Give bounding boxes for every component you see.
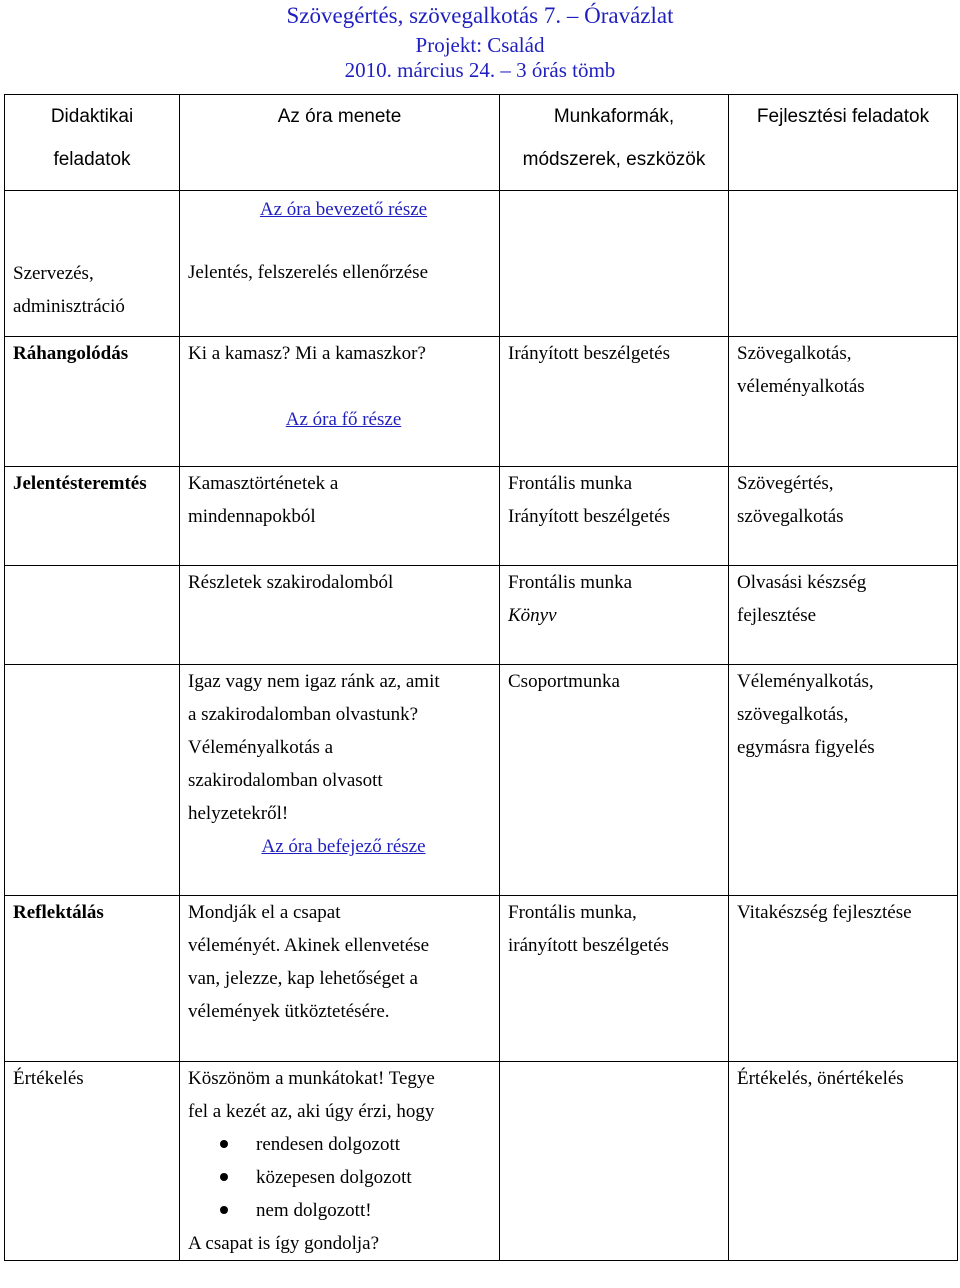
step-text: Jelentés, felszerelés ellenőrzése	[188, 262, 429, 283]
step-text: vélemények ütköztetésére.	[188, 1001, 390, 1022]
step-cell	[180, 665, 500, 896]
development-text: véleményalkotás	[737, 376, 865, 397]
column-header-didactic	[5, 95, 180, 191]
column-header-text: Fejlesztési feladatok	[756, 106, 930, 127]
list-item: nem dolgozott!	[256, 1194, 499, 1227]
development-text: Szövegértés,	[737, 473, 834, 494]
step-cell	[180, 566, 500, 665]
development-text: egymásra figyelés	[737, 737, 875, 758]
development-cell	[729, 566, 958, 665]
bullet-list	[188, 1128, 499, 1227]
step-text: Részletek szakirodalomból	[188, 572, 394, 593]
step-text: helyzetekről!	[188, 803, 289, 824]
method-text: irányított beszélgetés	[508, 935, 669, 956]
step-cell	[180, 896, 500, 1062]
method-text: Csoportmunka	[508, 671, 620, 692]
column-header-lesson-flow	[180, 95, 500, 191]
step-cell	[180, 191, 500, 337]
task-cell	[5, 337, 180, 467]
method-cell	[500, 337, 729, 467]
development-cell	[729, 191, 958, 337]
table-row	[5, 191, 958, 337]
development-text: fejlesztése	[737, 605, 817, 626]
list-item: rendesen dolgozott	[256, 1128, 499, 1161]
project-name: Projekt: Család	[415, 33, 545, 57]
development-cell	[729, 337, 958, 467]
task-text: Szervezés,	[13, 263, 94, 284]
development-text: szövegalkotás,	[737, 704, 849, 725]
method-cell	[500, 467, 729, 566]
task-cell	[5, 896, 180, 1062]
method-text: Könyv	[508, 605, 557, 626]
task-cell	[5, 665, 180, 896]
step-text: fel a kezét az, aki úgy érzi, hogy	[188, 1101, 435, 1122]
column-header-text: módszerek, eszközök	[522, 149, 706, 170]
development-cell	[729, 665, 958, 896]
development-text: szövegalkotás	[737, 506, 844, 527]
development-cell	[729, 467, 958, 566]
table-row	[5, 665, 958, 896]
section-heading-intro: Az óra bevezető része	[259, 199, 428, 220]
table-row	[5, 337, 958, 467]
step-text: mindennapokból	[188, 506, 316, 527]
step-text: Köszönöm a munkátokat! Tegye	[188, 1068, 435, 1089]
lesson-plan-table	[4, 94, 958, 1261]
method-text: Irányított beszélgetés	[508, 343, 670, 364]
column-header-text: Az óra menete	[277, 106, 402, 127]
document-title: Szövegértés, szövegalkotás 7. – Óravázlat	[286, 3, 674, 28]
task-text: Reflektálás	[13, 902, 104, 923]
development-text: Olvasási készség	[737, 572, 867, 593]
table-row	[5, 1062, 958, 1261]
method-cell	[500, 1062, 729, 1261]
step-text: szakirodalomban olvasott	[188, 770, 383, 791]
method-text: Frontális munka,	[508, 902, 637, 923]
column-header-text: Munkaformák,	[553, 106, 675, 127]
development-text: Szövegalkotás,	[737, 343, 852, 364]
task-text: Ráhangolódás	[13, 343, 129, 364]
method-cell	[500, 566, 729, 665]
method-cell	[500, 191, 729, 337]
column-header-text: feladatok	[53, 149, 131, 170]
table-row	[5, 566, 958, 665]
step-cell	[180, 337, 500, 467]
step-text: Véleményalkotás a	[188, 737, 334, 758]
lesson-date: 2010. március 24. – 3 órás tömb	[344, 58, 616, 82]
step-text: Mondják el a csapat	[188, 902, 341, 923]
table-header-row	[5, 95, 958, 191]
task-cell	[5, 467, 180, 566]
step-text: a szakirodalomban olvastunk?	[188, 704, 419, 725]
step-text: véleményét. Akinek ellenvetése	[188, 935, 430, 956]
table-row	[5, 896, 958, 1062]
development-text: Vitakészség fejlesztése	[737, 902, 912, 923]
step-text: Igaz vagy nem igaz ránk az, amit	[188, 671, 440, 692]
step-text: A csapat is így gondolja?	[188, 1233, 380, 1254]
method-text: Irányított beszélgetés	[508, 506, 670, 527]
column-header-development	[729, 95, 958, 191]
task-text: Jelentésteremtés	[13, 473, 147, 494]
development-text: Véleményalkotás,	[737, 671, 874, 692]
task-text: Értékelés	[13, 1068, 84, 1089]
method-text: Frontális munka	[508, 572, 633, 593]
list-item: közepesen dolgozott	[256, 1161, 499, 1194]
column-header-methods	[500, 95, 729, 191]
task-cell	[5, 1062, 180, 1261]
development-cell	[729, 896, 958, 1062]
task-text: adminisztráció	[13, 296, 125, 317]
step-text: Ki a kamasz? Mi a kamaszkor?	[188, 343, 426, 364]
step-text: Kamasztörténetek a	[188, 473, 339, 494]
section-heading-closing: Az óra befejező része	[261, 836, 426, 857]
column-header-text: Didaktikai	[50, 106, 134, 127]
method-cell	[500, 896, 729, 1062]
method-cell	[500, 665, 729, 896]
step-cell	[180, 467, 500, 566]
table-row	[5, 467, 958, 566]
step-text: van, jelezze, kap lehetőséget a	[188, 968, 418, 989]
task-cell	[5, 191, 180, 337]
development-cell	[729, 1062, 958, 1261]
section-heading-main: Az óra fő része	[285, 409, 402, 430]
method-text: Frontális munka	[508, 473, 633, 494]
task-cell	[5, 566, 180, 665]
development-text: Értékelés, önértékelés	[737, 1068, 904, 1089]
step-cell	[180, 1062, 500, 1261]
